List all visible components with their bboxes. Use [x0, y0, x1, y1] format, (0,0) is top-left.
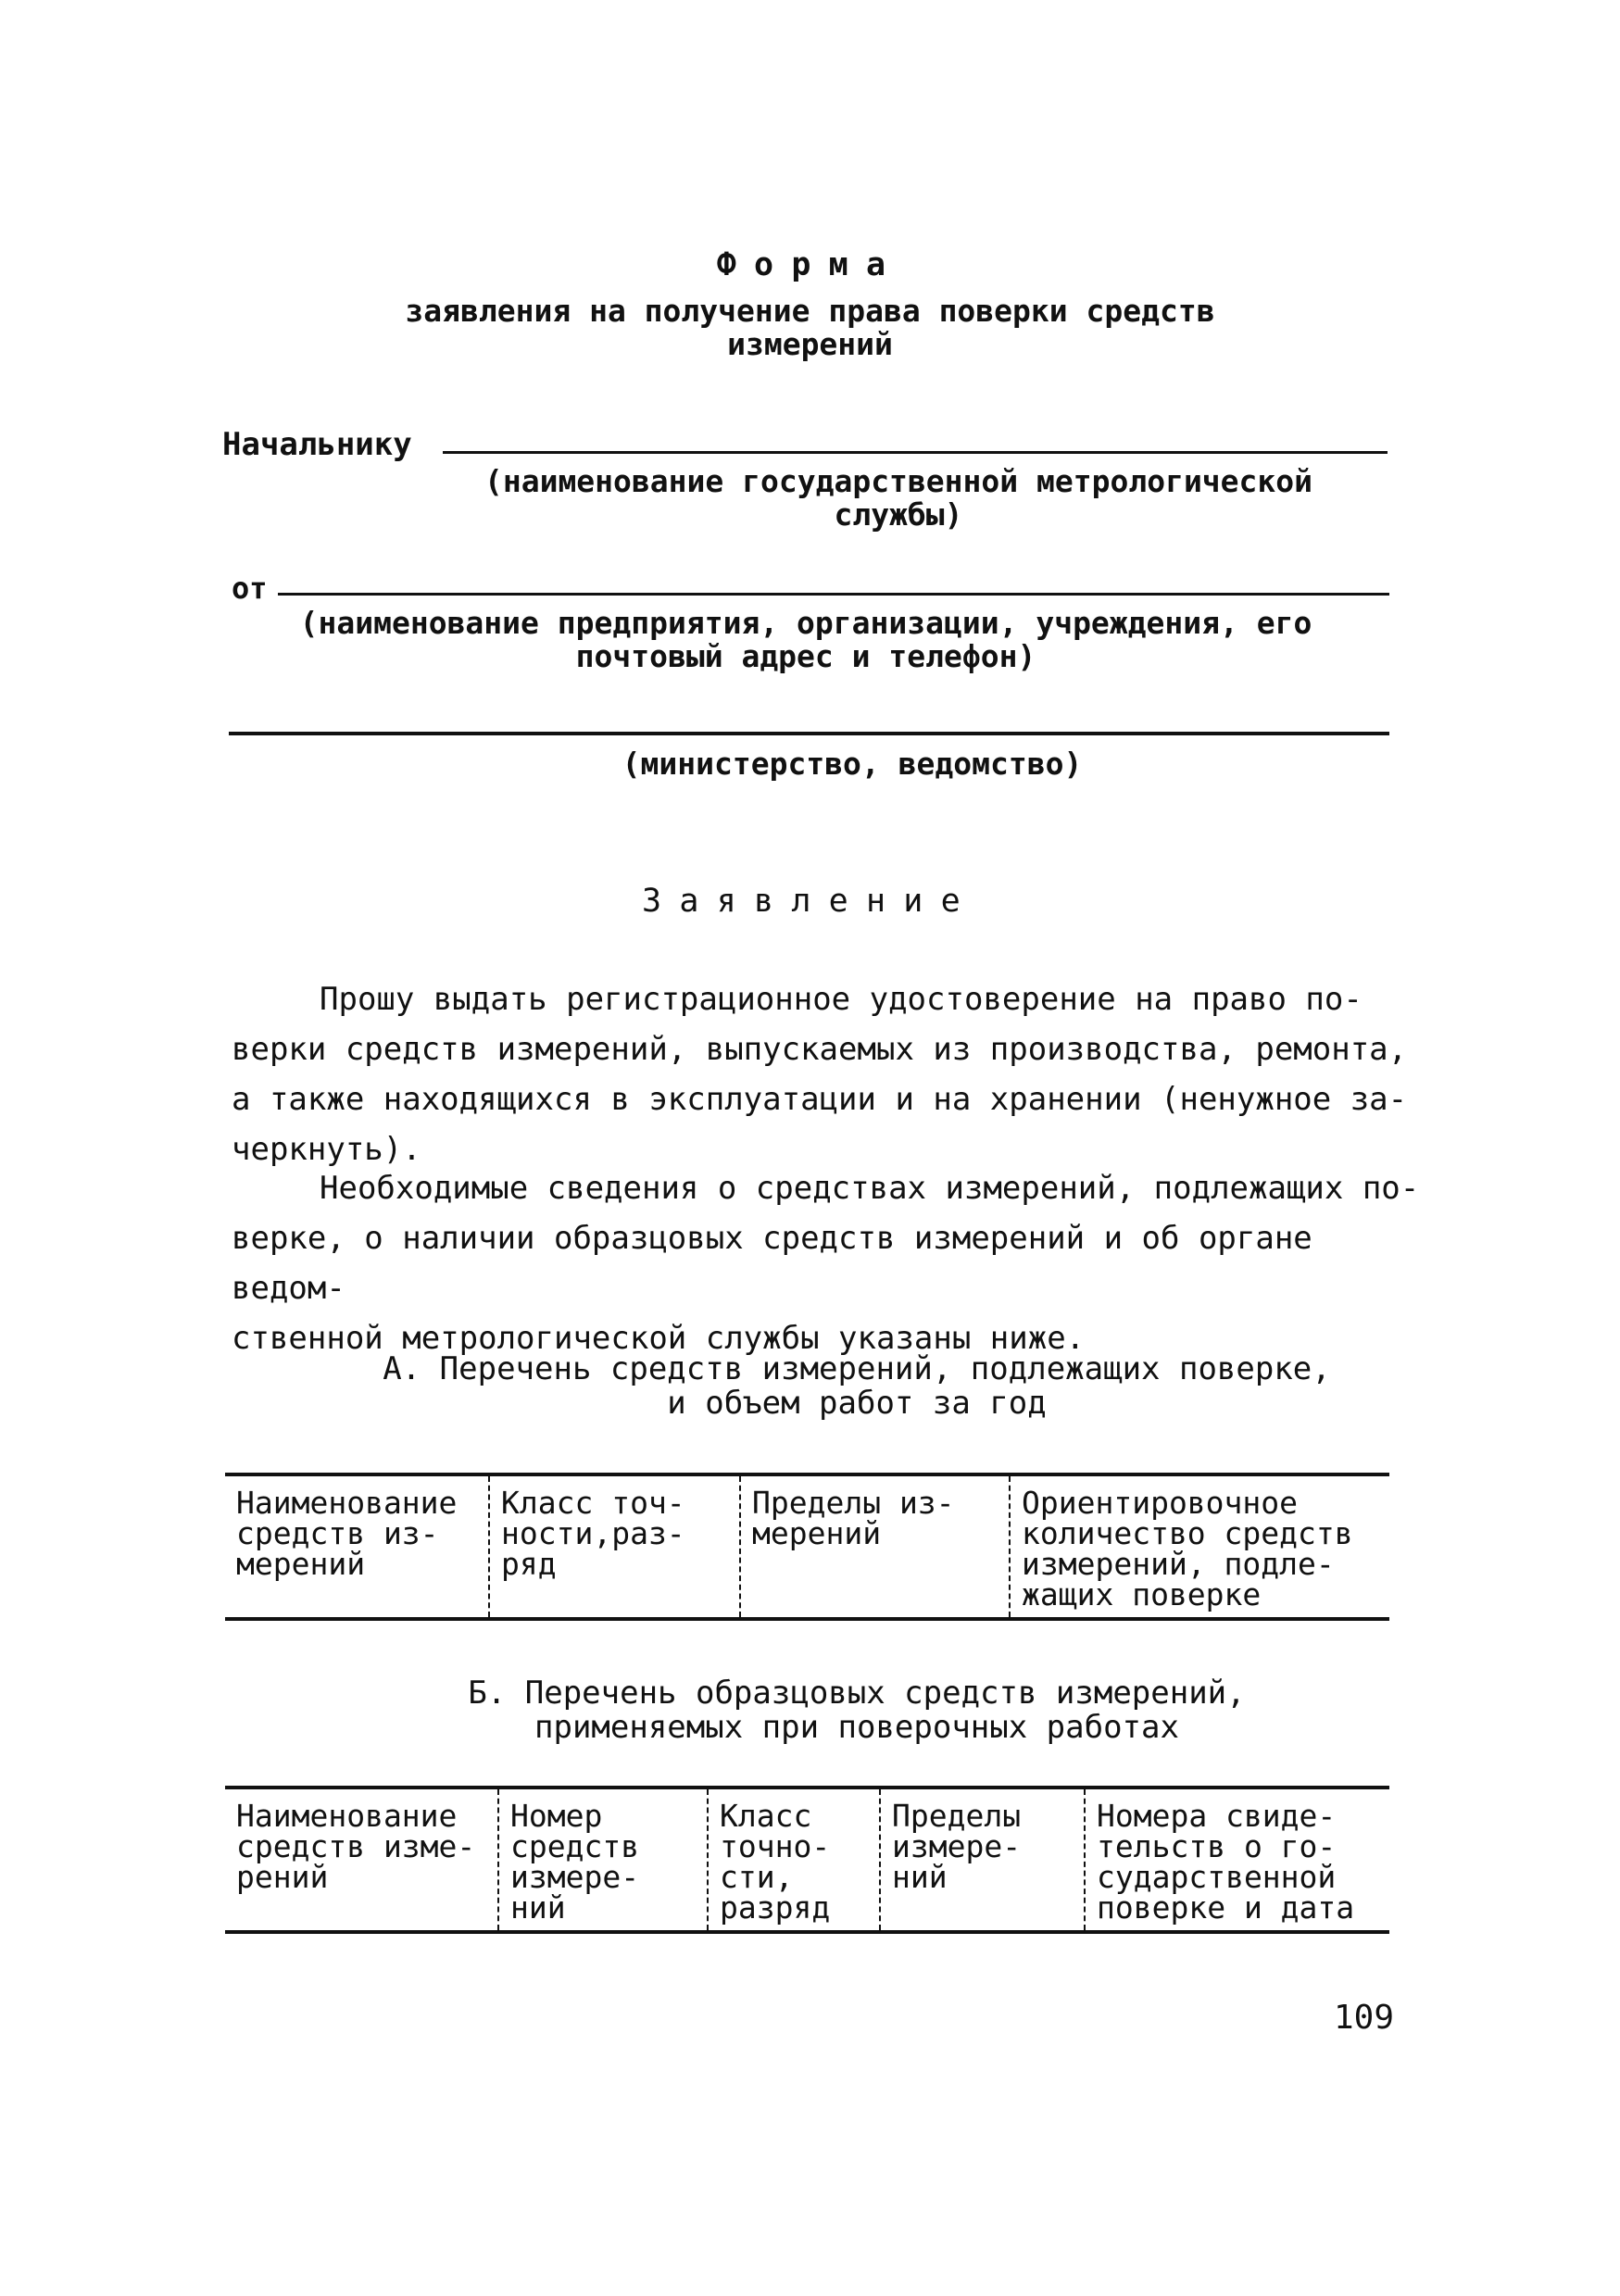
p1-line2: верки средств измерений, выпускаемых из производства, ремонта,: [232, 1031, 1408, 1068]
from-caption: [259, 607, 1352, 672]
section-a-title-line1: А. Перечень средств измерений, подлежащих поверке,: [383, 1350, 1331, 1387]
form-subtitle-line2: измерений: [727, 325, 893, 362]
section-a-title-line2: и объем работ за год: [667, 1384, 1047, 1422]
form-title: Форма: [716, 246, 904, 283]
p2-line2: верке, о наличии образцовых средств измерений и об органе ведом-: [232, 1220, 1312, 1307]
section-b-table: [225, 1786, 1389, 1934]
page-number: 109: [1334, 1999, 1395, 2037]
section-b-title: [278, 1676, 1436, 1744]
p2-line1: Необходимые сведения о средствах измерений, подлежащих по-: [320, 1170, 1420, 1207]
statement-heading: Заявление: [642, 883, 978, 920]
to-caption-line1: (наименование государственной метрологической: [483, 463, 1313, 499]
section-a-table: [225, 1473, 1389, 1621]
ministry-caption: (министерство, ведомство): [622, 746, 1083, 782]
table-header-cell: Класс точ- ности,раз- ряд: [489, 1474, 740, 1619]
form-subtitle-line1: заявления на получение права поверки средств: [405, 293, 1215, 329]
to-label: Начальнику: [222, 426, 412, 463]
section-a-title: [278, 1352, 1436, 1420]
table-header-cell: Пределы измере- ний: [880, 1788, 1085, 1932]
from-label: от: [232, 571, 268, 606]
table-header-cell: Класс точно- сти, разряд: [708, 1788, 880, 1932]
section-b-title-line2: применяемых при поверочных работах: [534, 1708, 1179, 1746]
table-header-cell: Номера свиде- тельств о го- сударственной поверке и дата: [1085, 1788, 1389, 1932]
statement-paragraph-1: [232, 974, 1436, 1174]
table-header-row: [225, 1474, 1389, 1619]
table-header-cell: Номер средств измере- ний: [498, 1788, 708, 1932]
table-header-cell: Наименование средств изме- рений: [236, 1798, 476, 1895]
table-header-cell: Наименование средств из- мерений: [236, 1485, 458, 1582]
form-subtitle: [0, 295, 1620, 360]
p1-line1: Прошу выдать регистрационное удостоверение на право по-: [320, 981, 1363, 1018]
ministry-underline[interactable]: [229, 732, 1389, 735]
from-caption-line2: почтовый адрес и телефон): [575, 637, 1036, 674]
p1-line3: а также находящихся в эксплуатации и на хранении (ненужное за-: [232, 1081, 1408, 1118]
table-header-cell: Ориентировочное количество средств измерений, подле- жащих поверке: [1010, 1474, 1389, 1619]
to-caption-line2: службы): [834, 496, 963, 533]
section-b-title-line1: Б. Перечень образцовых средств измерений,: [468, 1675, 1246, 1712]
from-caption-line1: (наименование предприятия, организации, учреждения, его: [299, 605, 1312, 641]
table-header-row: [225, 1788, 1389, 1932]
to-caption: [389, 465, 1408, 531]
from-underline[interactable]: [278, 593, 1389, 596]
p1-line4: черкнуть).: [232, 1131, 421, 1168]
table-header-cell: Пределы из- мерений: [740, 1474, 1010, 1619]
p2-line3: ственной метрологической службы указаны ниже.: [232, 1320, 1086, 1357]
statement-paragraph-2: [232, 1163, 1436, 1363]
to-underline[interactable]: [443, 451, 1388, 454]
